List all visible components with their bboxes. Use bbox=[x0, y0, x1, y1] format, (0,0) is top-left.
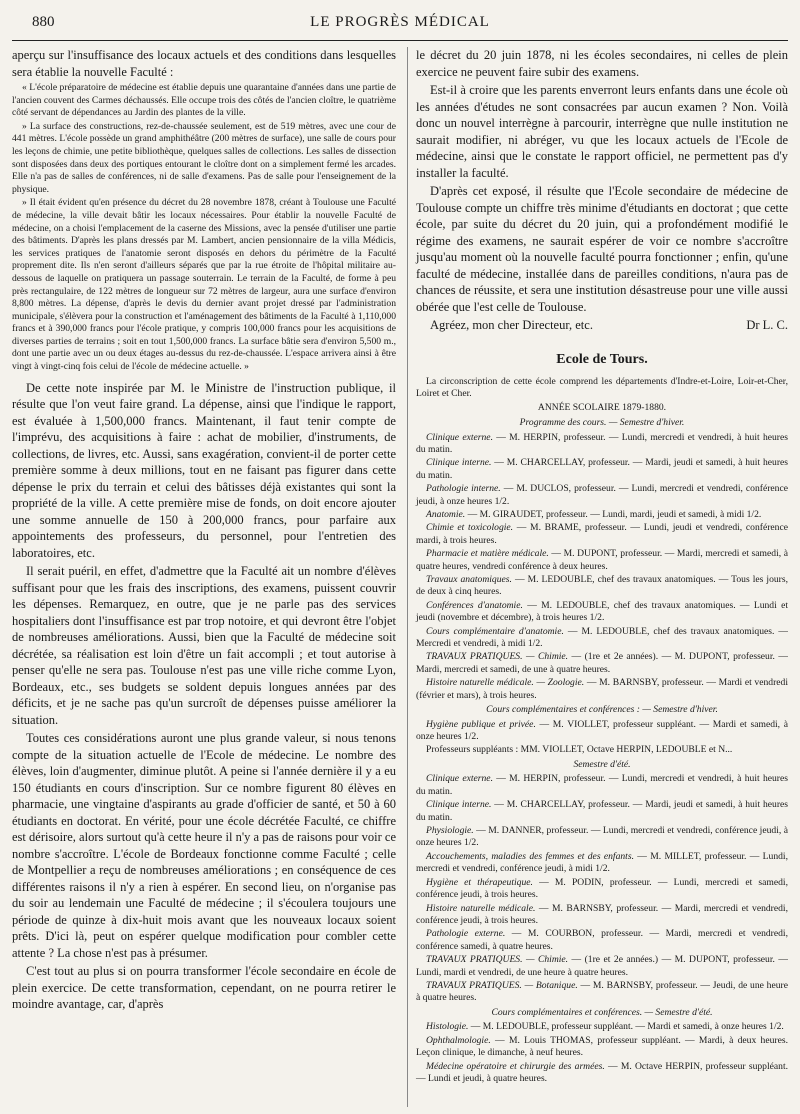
course-details: — (1re et 2e années.) — M. DUPONT, professeur. — Lundi, mardi et vendredi, de une heure à quatre heures. bbox=[416, 954, 788, 978]
course-details: — M. LEDOUBLE, chef des travaux anatomiques. — Tous les jours, de deux à cinq heures. bbox=[416, 573, 788, 598]
course-entry bbox=[416, 1061, 788, 1086]
course-entry bbox=[416, 928, 788, 953]
course-subject: Travaux anatomiques. bbox=[426, 573, 512, 585]
course-entry bbox=[416, 483, 788, 508]
course-details: — M. BARNSBY, professeur. — Jeudi, de une heure à quatre heures. bbox=[416, 979, 788, 1004]
course-entry bbox=[416, 600, 788, 625]
course-details: — M. BARNSBY, professeur. — Mardi, mercredi et vendredi, conférence jeudi, à trois heures. bbox=[416, 902, 788, 926]
quote-paragraph: » La surface des constructions, rez-de-chaussée seulement, est de 519 mètres, avec une cour de 441 mètres. L'école possède un grand amphithéâtre (200 mètres de surface), une salle de cours pour les leçons de chimie, une petite bibliothèque, quelques salles de collections. Les salles de dissection sont disposées dans deux des portiques entourant le cloître dont on a simplement fermé les arcades. Elle n'a pas de salles de conférences, ni de salle d'examens. Pas de salle pour l'enseignement de la physique. bbox=[12, 120, 396, 195]
course-subject: Cours complémentaire d'anatomie. bbox=[426, 625, 564, 637]
winter-complementary-list bbox=[416, 719, 788, 757]
course-details: — M. LEDOUBLE, chef des travaux anatomiques. — Lundi et jeudi (novembre et décembre), à trois heures 1/2. bbox=[416, 599, 788, 624]
course-details: — M. VIOLLET, professeur suppléant. — Mardi et samedi, à onze heures 1/2. bbox=[416, 718, 788, 743]
course-entry bbox=[416, 954, 788, 979]
course-subject: TRAVAUX PRATIQUES. — Chimie. bbox=[426, 651, 569, 663]
course-entry bbox=[416, 980, 788, 1005]
course-entry bbox=[416, 548, 788, 573]
course-subject: Pharmacie et matière médicale. bbox=[426, 548, 549, 560]
course-subject: Clinique externe. bbox=[426, 773, 493, 785]
course-subject: Histologie. bbox=[426, 1021, 469, 1033]
intro-paragraph: aperçu sur l'insuffisance des locaux actuels et des conditions dans lesquelles sera établie la nouvelle Faculté : bbox=[12, 48, 396, 79]
body-paragraph: Il serait puéril, en effet, d'admettre que la Faculté ait un nombre d'élèves suffisant pour que les frais des inscriptions, des examens, puissent couvrir les dépenses. Remarquez, en outre, que je ne parle pas des services hospitaliers dont l'insuffisance est par trop notoire, et qui devront être l'objet de nombreuses améliorations. Aussi, bien que la Faculté de médecine soit décrétée, sa réalisation est loin d'être un fait accompli ; et tout autorise à penser qu'elle ne sera pas. Toulouse n'est pas une ville riche comme Lyon, Bordeaux, etc., ses budgets se soldent depuis longues années par des déficits, et je ne sache pas qu'un surcroît de dépenses puisse améliorer la situation. bbox=[12, 564, 396, 727]
course-entry bbox=[416, 574, 788, 599]
course-subject: Anatomie. bbox=[426, 508, 466, 520]
body-paragraph: De cette note inspirée par M. le Ministre de l'instruction publique, il résulte que l'on veut faire grand. La dépense, ainsi que l'indique le rapport, est évaluée à 1,500,000 francs. Maintenant, il faut tenir compte de l'imprévu, des acquisitions à faire : achat de mobilier, d'instruments, de collections, de livres, etc. Aussi, sans exagération, convient-il de porter cette première somme à deux millions, tout en ne faisant pas figurer dans cette dépense le prix du terrain et celui des bâtisses déjà existantes qui sont la propriété de la ville. A cette première mise de fonds, on doit encore ajouter une somme annuelle de 150 à 200,000 francs, pour parfaire aux appointements des professeurs, du personnel, pour l'entretien des laboratoires, etc. bbox=[12, 380, 396, 560]
course-details: — M. HERPIN, professeur. — Lundi, mercredi et vendredi, à huit heures du matin. bbox=[416, 773, 788, 797]
summer-heading: Semestre d'été. bbox=[573, 758, 631, 770]
course-entry bbox=[416, 457, 788, 482]
course-details: — M. DANNER, professeur. — Lundi, mercredi et vendredi, conférence jeudi, à onze heures 1/2. bbox=[416, 825, 788, 849]
course-details: — M. CHARCELLAY, professeur. — Mardi, jeudi et samedi, à huit heures du matin. bbox=[416, 799, 788, 823]
winter-course-list bbox=[416, 432, 788, 703]
course-subject: Hygiène publique et privée. bbox=[426, 718, 536, 730]
summer-complementary-list bbox=[416, 1021, 788, 1085]
course-subject: Physiologie. bbox=[426, 825, 474, 837]
course-subject: Hygiène et thérapeutique. bbox=[426, 876, 533, 888]
course-details: — M. HERPIN, professeur. — Lundi, mercredi et vendredi, à huit heures du matin. bbox=[416, 431, 788, 455]
course-entry bbox=[416, 799, 788, 824]
course-entry bbox=[416, 651, 788, 676]
signature: Dr L. C. bbox=[746, 318, 788, 332]
closing-text: Agréez, mon cher Directeur, etc. bbox=[430, 318, 593, 332]
course-entry bbox=[416, 851, 788, 876]
course-subject: Histoire naturelle médicale. bbox=[426, 902, 536, 914]
course-entry bbox=[416, 773, 788, 798]
course-details: — M. BARNSBY, professeur. — Mardi et vendredi (février et mars), à trois heures. bbox=[416, 677, 788, 701]
course-entry bbox=[416, 744, 788, 756]
course-subject: Accouchements, maladies des femmes et des enfants. bbox=[426, 850, 634, 862]
course-subject: Pathologie externe. bbox=[426, 928, 506, 940]
course-subject: Clinique externe. bbox=[426, 431, 493, 443]
course-subject: TRAVAUX PRATIQUES. — Chimie. bbox=[426, 954, 569, 966]
course-entry bbox=[416, 825, 788, 850]
page-header bbox=[12, 0, 788, 41]
course-entry bbox=[416, 677, 788, 702]
course-details: — M. Octave HERPIN, professeur suppléant. — Lundi et jeudi, à quatre heures. bbox=[416, 1060, 788, 1084]
left-column bbox=[12, 47, 396, 1107]
journal-title: LE PROGRÈS MÉDICAL bbox=[310, 14, 490, 30]
course-subject: Médecine opératoire et chirurgie des armées. bbox=[426, 1060, 605, 1072]
course-subject: TRAVAUX PRATIQUES. — Botanique. bbox=[426, 979, 578, 991]
complementary-winter-heading: Cours complémentaires et conférences : — Semestre d'hiver. bbox=[486, 704, 718, 716]
course-details: — M. LEDOUBLE, professeur suppléant. — Mardi et samedi, à onze heures 1/2. bbox=[468, 1021, 784, 1033]
body-paragraph: D'après cet exposé, il résulte que l'Ecole secondaire de médecine de Toulouse compte un chiffre très minime d'étudiants en doctorat ; que cette école, par suite du décret du 20 juin, qui a profondément modifié le régime des examens, ne saurait espérer de voir ce nombre s'accroître jusqu'au moment où la nouvelle faculté pourra fonctionner ; enfin, qu'une faculté de médecine, installée dans de pareilles conditions, n'aura pas de chances de réussite, et sera une institution désastreuse pour une ville aussi obérée que l'est celle de Toulouse. bbox=[416, 184, 788, 314]
course-entry bbox=[416, 877, 788, 902]
course-details: Professeurs suppléants : MM. VIOLLET, Octave HERPIN, LEDOUBLE et N... bbox=[426, 744, 733, 756]
course-subject: Ophthalmologie. bbox=[426, 1034, 491, 1046]
course-details: — M. MILLET, professeur. — Lundi, mercredi et vendredi, conférence jeudi, à midi 1/2. bbox=[416, 850, 788, 875]
body-paragraph: Est-il à croire que les parents enverront leurs enfants dans une école où les années d'études ne sont consacrées par aucun examen ? Non. Voilà donc un nouvel interrègne à parcourir, interrègne que nulle institution ne saurait modifier, ni abréger, vu que les locaux actuels de l'Ecole de médecine, ainsi que le constate le rapport officiel, ne permettent pas d'y installer la faculté. bbox=[416, 83, 788, 180]
course-subject: Clinique interne. bbox=[426, 799, 492, 811]
body-paragraph: Toutes ces considérations auront une plus grande valeur, si nous tenons compte de la situation actuelle de l'Ecole de médecine. Le nombre des élèves, loin d'augmenter, diminue plutôt. A peine si l'année dernière il y a eu 150 étudiants en cours d'inscription. Sur ce nombre figurent 80 élèves en pharmacie, une vingtaine d'aspirants au grade d'officier de santé, et 50 à 60 étudiants en doctorat. En vérité, pour une école décrétée Faculté, ce chiffre est dérisoire, alors surtout qu'à cette heure il n'y a pas de raisons pour voir ce nombre s'accroître. L'école de Bordeaux fonctionne comme Faculté ; celle de Montpellier a reçu de nombreuses améliorations ; en conséquence de ces différentes raisons il n'y a rien à espérer. En second lieu, on n'organise pas du soir au lendemain une Faculté de médecine ; il s'écoulera toujours une période de quinze à dix-huit mois avant que les nouveaux locaux soient prêts. D'ici là, peut on espérer quelque modification pour combler cette attente ? La chose n'est pas à présumer. bbox=[12, 731, 396, 960]
body-paragraph: le décret du 20 juin 1878, ni les écoles secondaires, ni celles de plein exercice ne peuvent faire subir des examens. bbox=[416, 48, 788, 79]
course-details: — M. GIRAUDET, professeur. — Lundi, mardi, jeudi et samedi, à midi 1/2. bbox=[465, 508, 762, 520]
course-subject: Chimie et toxicologie. bbox=[426, 522, 514, 534]
course-details: — M. LEDOUBLE, chef des travaux anatomiques. — Mercredi et vendredi, à midi 1/2. bbox=[416, 625, 788, 649]
columns bbox=[12, 47, 788, 1107]
section-title: Ecole de Tours. bbox=[556, 351, 648, 367]
course-entry bbox=[416, 903, 788, 928]
complementary-summer-heading: Cours complémentaires et conférences. — Semestre d'été. bbox=[491, 1006, 713, 1018]
course-subject: Conférences d'anatomie. bbox=[426, 599, 523, 611]
course-entry bbox=[416, 1035, 788, 1060]
course-subject: Pathologie interne. bbox=[426, 483, 501, 495]
closing-row bbox=[416, 317, 788, 336]
summer-course-list bbox=[416, 773, 788, 1004]
school-year: ANNÉE SCOLAIRE 1879-1880. bbox=[537, 402, 667, 414]
course-details: — M. DUCLOS, professeur. — Lundi, mercredi et vendredi, conférence jeudi, à onze heures 1/2. bbox=[416, 483, 788, 507]
course-details: — M. BRAME, professeur. — Lundi, jeudi et vendredi, conférence mardi, à trois heures. bbox=[416, 522, 788, 546]
course-entry bbox=[416, 432, 788, 457]
course-entry bbox=[416, 522, 788, 547]
course-details: — M. Louis THOMAS, professeur suppléant. — Mardi, à deux heures. Leçon clinique, le dimanche, à neuf heures. bbox=[416, 1034, 788, 1059]
course-details: — M. CHARCELLAY, professeur. — Mardi, jeudi et samedi, à huit heures du matin. bbox=[416, 457, 788, 481]
quote-paragraph: » Il était évident qu'en présence du décret du 28 novembre 1878, créant à Toulouse une Faculté de médecine, la ville devait bâtir les locaux nécessaires. Pour établir la nouvelle Faculté de médecine, on a choisi l'emplacement de la caserne des Missions, avec la pensée d'utiliser une partie des bâtiments. D'après les plans dressés par M. Lambert, ancien pensionnaire de la villa Médicis, les services pratiques de l'anatomie seront disposés en dehors du périmètre de la Faculté proprement dite. Ils n'en seront d'ailleurs séparés que par la rue étroite de l'hôpital militaire au-dessous de laquelle on pratiquera un passage souterrain. Le terrain de la Faculté, de forme à peu près rectangulaire, de 122 mètres de longueur sur 72 mètres de largeur, aura une surface d'environ 8,800 mètres. La dépense, d'après le devis du dernier avant projet dressé par l'administration municipale, s'élèvera pour la construction et l'aménagement des bâtiments de la Faculté à 1,110,000 francs et à 390,000 francs pour l'école pratique, y compris 100,000 francs pour les acquisitions de diverses parties de terrains ; soit en tout 1,500,000 francs. La surface bâtie sera d'environ 5,500 m., dont une partie avec un ou deux étages au-dessus du rez-de-chaussée. L'espace arrivera ainsi à être vingt à vingt-cinq fois celui de l'école de médecine actuelle. » bbox=[12, 197, 396, 373]
course-details: — M. PODIN, professeur. — Lundi, mercredi et samedi, conférence jeudi, à trois heures. bbox=[416, 876, 788, 901]
course-subject: Histoire naturelle médicale. — Zoologie. bbox=[426, 677, 585, 689]
course-entry bbox=[416, 1021, 788, 1033]
course-entry bbox=[416, 509, 788, 521]
course-subject: Clinique interne. bbox=[426, 457, 492, 469]
right-column bbox=[407, 47, 788, 1107]
course-details: — M. COURBON, professeur. — Mardi, mercredi et vendredi, conférence samedi, à quatre heures. bbox=[416, 928, 788, 952]
programme-heading: Programme des cours. — Semestre d'hiver. bbox=[519, 416, 685, 428]
quote-paragraph: « L'école préparatoire de médecine est établie depuis une quarantaine d'années dans une partie de l'ancien couvent des Carmes déchaussés. Elle occupe trois des côtés de l'ancien cloître, le quatrième côté servant de dépendances au Jardin des plantes de la ville. bbox=[12, 82, 396, 119]
circonscription-text: La circonscription de cette école comprend les départements d'Indre-et-Loire, Loir-et-Cher, Loiret et Cher. bbox=[416, 375, 788, 399]
page-number: 880 bbox=[32, 14, 55, 30]
body-paragraph: C'est tout au plus si on pourra transformer l'école secondaire en école de plein exercice. De cette transformation, cependant, on ne pourra retirer le moindre avantage, car, d'après bbox=[12, 964, 396, 1012]
course-entry bbox=[416, 719, 788, 744]
course-details: — (1re et 2e années). — M. DUPONT, professeur. — Mardi, mercredi et samedi, de une à quatre heures. bbox=[416, 651, 788, 675]
course-entry bbox=[416, 626, 788, 651]
course-details: — M. DUPONT, professeur. — Mardi, mercredi et samedi, à quatre heures, vendredi conférence à deux heures. bbox=[416, 548, 788, 572]
